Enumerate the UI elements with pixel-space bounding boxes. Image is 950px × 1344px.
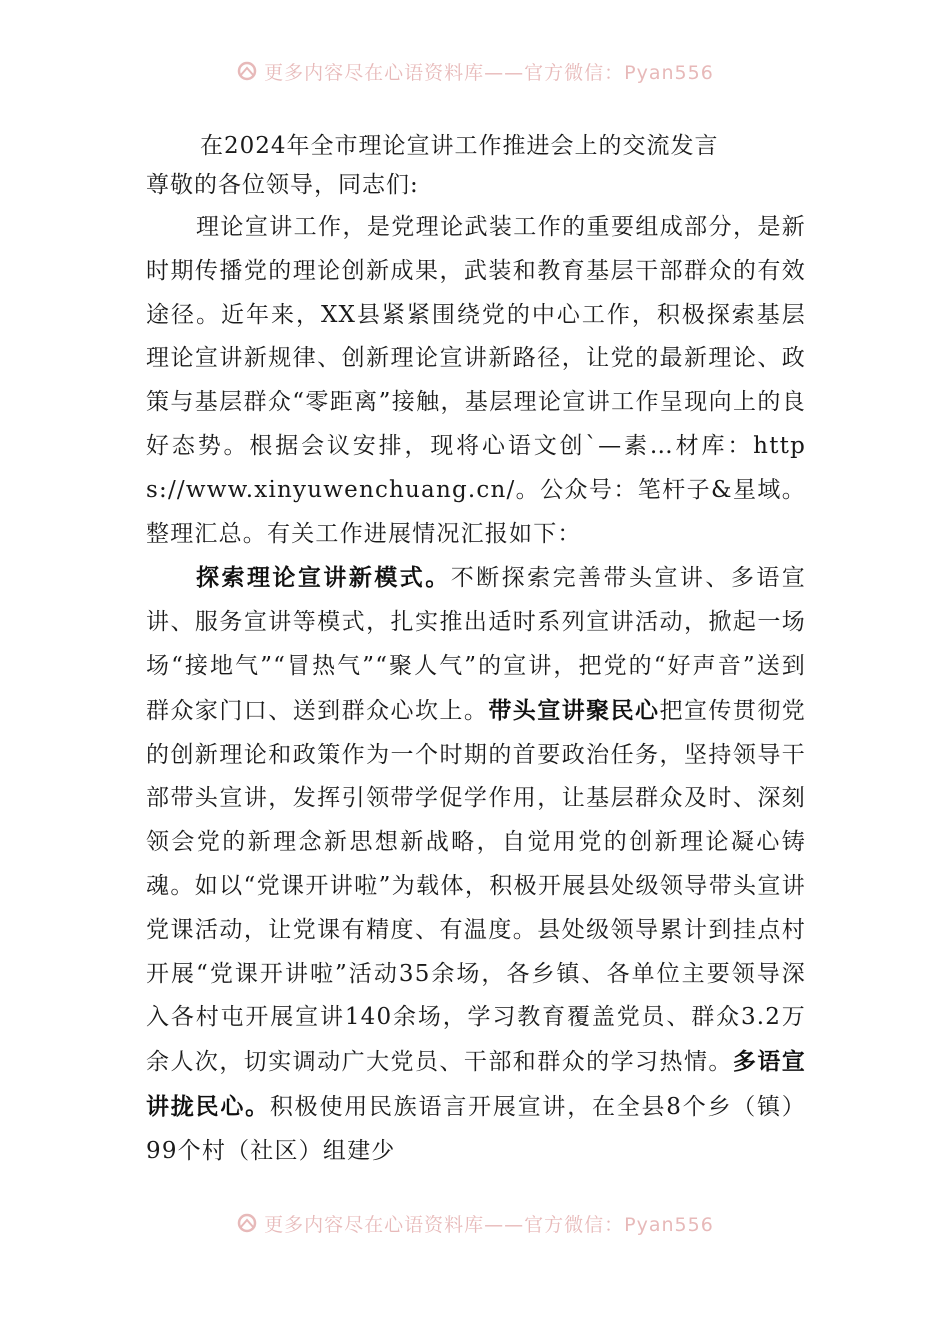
salutation: 尊敬的各位领导，同志们: xyxy=(146,172,419,198)
watermark-text: 更多内容尽在心语资料库——官方微信：Pyan556 xyxy=(264,61,714,84)
section-heading: 探索理论宣讲新模式。 xyxy=(196,564,451,592)
subsection-heading: 带头宣讲聚民心 xyxy=(488,696,660,724)
watermark-text: 更多内容尽在心语资料库——官方微信：Pyan556 xyxy=(264,1213,714,1236)
footer-watermark xyxy=(0,1206,950,1240)
subsection-heading: 多语宣讲拢民心。 xyxy=(146,1048,806,1120)
logo-mark-icon xyxy=(236,1212,258,1234)
document-title: 在2024年全市理论宣讲工作推进会上的交流发言 xyxy=(200,133,719,159)
paragraph-section-1 xyxy=(146,556,806,1173)
document-body xyxy=(146,128,806,1174)
logo-mark-icon xyxy=(236,60,258,82)
header-watermark xyxy=(0,54,950,88)
subsection-text: 积极使用民族语言开展宣讲，在全县8个乡（镇）99个村（社区）组建少 xyxy=(146,1093,807,1164)
paragraph-intro: 理论宣讲工作，是党理论武装工作的重要组成部分，是新时期传播党的理论创新成果，武装和教育基层干部群众的有效途径。近年来，XX县紧紧围绕党的中心工作，积极探索基层理论宣讲新规律、创新理论宣讲新路径，让党的最新理论、政策与基层群众“零距离”接触，基层理论宣讲工作呈现向上的良好态势。根据会议安排，现将心语文创`—素…材库：https://www.xinyuwenchuang.cn/。公众号：笔杆子&星域。整理汇总。有关工作进展情况汇报如下： xyxy=(146,214,806,547)
section-text: 不断探索完善带头宣讲、多语宣讲、服务宣讲等模式，扎实推出适时系列宣讲活动，掀起一场场“接地气”“冒热气”“聚人气”的宣讲，把党的“好声音”送到群众家门口、送到群众心坎上。 xyxy=(146,565,807,724)
subsection-text: 把宣传贯彻党的创新理论和政策作为一个时期的首要政治任务，坚持领导干部带头宣讲，发挥引领带学促学作用，让基层群众及时、深刻领会党的新理念新思想新战略，自觉用党的创新理论凝心铸魂。如以“党课开讲啦”为载体，积极开展县处级领导带头宣讲党课活动，让党课有精度、有温度。县处级领导累计到挂点村开展“党课开讲啦”活动35余场，各乡镇、各单位主要领导深入各村屯开展宣讲140余场，学习教育覆盖党员、群众3.2万余人次，切实调动广大党员、干部和群众的学习热情。 xyxy=(146,697,806,1076)
